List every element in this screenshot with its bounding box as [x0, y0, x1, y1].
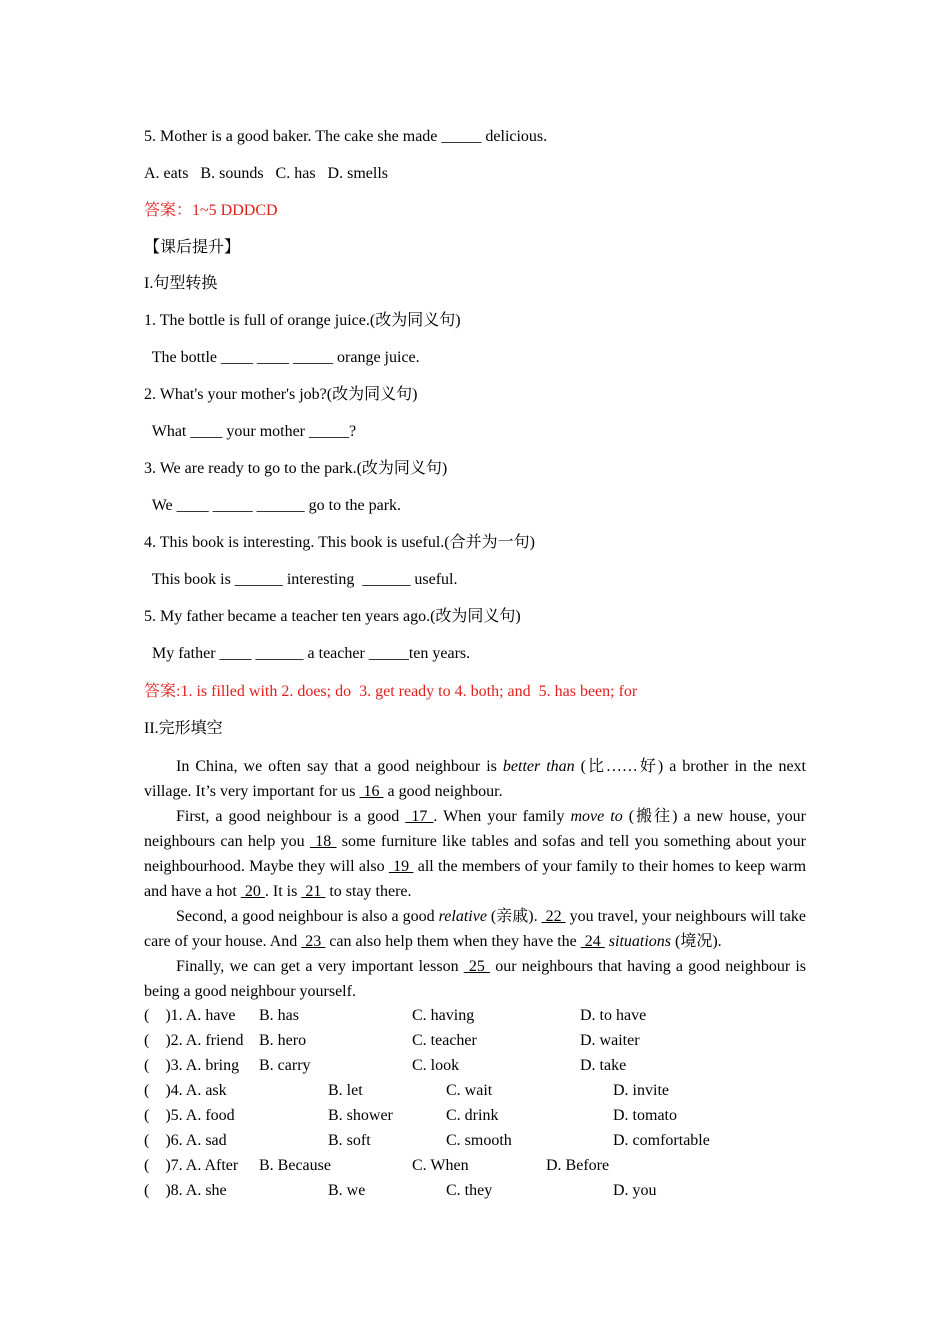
option-b: B. we [328, 1182, 366, 1199]
option-row [144, 1178, 844, 1203]
passage-text: to stay there. [325, 883, 412, 900]
blank-25: 25 [463, 958, 491, 975]
passage-text: Second, a good neighbour is also a good [176, 908, 439, 925]
blank-23: 23 [301, 933, 326, 950]
option-c: C. wait [446, 1082, 493, 1099]
option-row [144, 1053, 844, 1078]
option-row [144, 1028, 844, 1053]
option-c: C. smooth [446, 1132, 512, 1149]
passage-text: (比……好) a brother in the next village. It’s very important for us [144, 758, 806, 800]
transform-question-2: 2. What's your mother's job?(改为同义句) [144, 386, 418, 403]
blank-21: 21 [301, 883, 326, 900]
option-c: C. having [412, 1007, 475, 1024]
passage-paragraph-3 [144, 904, 806, 954]
passage-text: First, a good neighbour is a good [176, 808, 406, 825]
option-d: D. you [613, 1182, 657, 1199]
answer-key-1: 答案：1~5 DDDCD [144, 202, 278, 219]
transform-answer-line-3: We ____ _____ ______ go to the park. [144, 497, 402, 514]
option-d: D. tomato [613, 1107, 677, 1124]
option-a: ( )2. A. friend [144, 1032, 244, 1049]
answer-key-2: 答案:1. is filled with 2. does; do 3. get ready to 4. both; and 5. has been; for [144, 683, 638, 700]
blank-17: 17 [405, 808, 434, 825]
cloze-passage [144, 754, 806, 1004]
option-b: B. soft [328, 1132, 371, 1149]
passage-text: In China, we often say that a good neighbour is [176, 758, 503, 775]
blank-20: 20 [240, 883, 265, 900]
passage-text: Finally, we can get a very important lesson [176, 958, 464, 975]
part-1-heading: I.句型转换 [144, 275, 218, 292]
passage-text: our neighbours that having a good neighbour is being a good neighbour yourself. [144, 958, 806, 1000]
option-row [144, 1003, 844, 1028]
transform-answer-line-1: The bottle ____ ____ _____ orange juice. [144, 349, 420, 366]
option-c: C. look [412, 1057, 460, 1074]
passage-italic: relative [438, 908, 487, 925]
transform-question-1: 1. The bottle is full of orange juice.(改为同义句) [144, 312, 461, 329]
passage-paragraph-4 [144, 954, 806, 1004]
option-a: ( )3. A. bring [144, 1057, 240, 1074]
option-a: ( )6. A. sad [144, 1132, 227, 1149]
option-b: B. shower [328, 1107, 393, 1124]
option-d: D. comfortable [613, 1132, 710, 1149]
passage-text: (境况). [671, 933, 722, 950]
blank-24: 24 [580, 933, 605, 950]
option-row [144, 1103, 844, 1128]
passage-text: all the members of your family to their homes to keep warm and have a hot [144, 858, 807, 900]
passage-text: (亲戚). [486, 908, 542, 925]
option-b: B. Because [259, 1157, 331, 1174]
passage-paragraph-1 [144, 754, 806, 804]
transform-answer-line-2: What ____ your mother _____? [144, 423, 357, 440]
passage-text: . It is [264, 883, 302, 900]
passage-italic: move to [570, 808, 623, 825]
blank-16: 16 [359, 783, 384, 800]
question-5-options: A. eats B. sounds C. has D. smells [144, 165, 388, 182]
option-a: ( )5. A. food [144, 1107, 235, 1124]
option-c: C. they [446, 1182, 493, 1199]
passage-text: . When your family [433, 808, 571, 825]
option-c: C. teacher [412, 1032, 477, 1049]
transform-answer-line-5: My father ____ ______ a teacher _____ten years. [144, 645, 471, 662]
option-c: C. drink [446, 1107, 499, 1124]
option-a: ( )4. A. ask [144, 1082, 227, 1099]
passage-text: can also help them when they have the [325, 933, 581, 950]
passage-text: a good neighbour. [383, 783, 503, 800]
option-d: D. take [580, 1057, 627, 1074]
passage-text: (搬往) a new house, your neighbours can help you [144, 808, 807, 850]
option-d: D. to have [580, 1007, 647, 1024]
question-5: 5. Mother is a good baker. The cake she made _____ delicious. [144, 128, 548, 145]
passage-text: you travel, your neighbours will take care of your house. And [144, 908, 807, 950]
blank-18: 18 [309, 833, 337, 850]
option-b: B. carry [259, 1057, 311, 1074]
option-b: B. let [328, 1082, 363, 1099]
passage-text: some furniture like tables and sofas and tell you something about your neighbourhood. Maybe they will also [144, 833, 807, 875]
passage-italic: situations [608, 933, 671, 950]
option-a: ( )8. A. she [144, 1182, 227, 1199]
passage-paragraph-2 [144, 804, 806, 904]
transform-question-3: 3. We are ready to go to the park.(改为同义句) [144, 460, 448, 477]
option-row [144, 1128, 844, 1153]
part-2-heading: II.完形填空 [144, 720, 223, 737]
transform-question-5: 5. My father became a teacher ten years ago.(改为同义句) [144, 608, 521, 625]
option-b: B. hero [259, 1032, 307, 1049]
option-b: B. has [259, 1007, 299, 1024]
option-row [144, 1078, 844, 1103]
section-heading: 【课后提升】 [144, 239, 241, 256]
option-row [144, 1153, 844, 1178]
blank-19: 19 [388, 858, 414, 875]
option-a: ( )7. A. After [144, 1157, 239, 1174]
passage-italic: better than [502, 758, 575, 775]
option-a: ( )1. A. have [144, 1007, 236, 1024]
transform-question-4: 4. This book is interesting. This book is useful.(合并为一句) [144, 534, 535, 551]
option-c: C. When [412, 1157, 469, 1174]
option-d: D. invite [613, 1082, 669, 1099]
blank-22: 22 [541, 908, 566, 925]
option-d: D. waiter [580, 1032, 640, 1049]
option-d: D. Before [546, 1157, 610, 1174]
transform-answer-line-4: This book is ______ interesting ______ useful. [144, 571, 458, 588]
